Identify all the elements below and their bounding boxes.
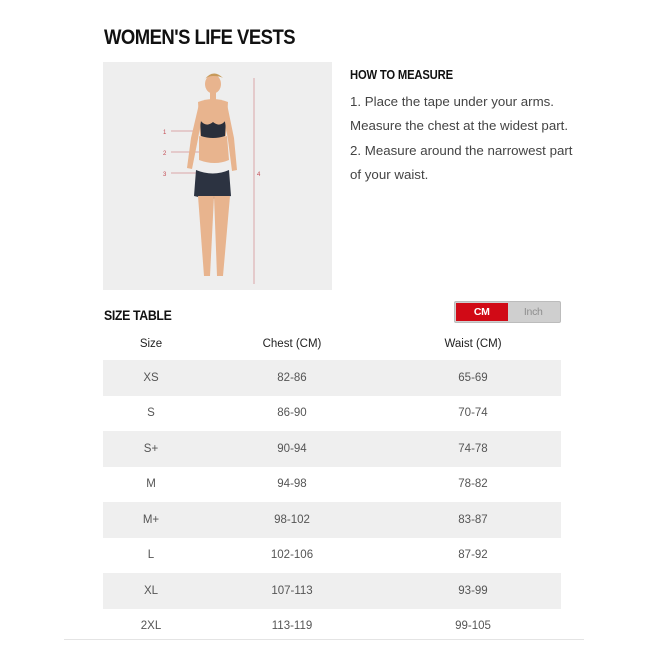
cell-waist: 83-87 — [458, 513, 488, 526]
page-title: WOMEN'S LIFE VESTS — [104, 26, 296, 49]
unit-option-inch[interactable]: Inch — [523, 306, 543, 318]
size-table — [103, 328, 561, 644]
cell-size: XL — [143, 584, 159, 597]
cell-waist: 74-78 — [458, 442, 488, 455]
table-row — [103, 502, 561, 538]
model-photo — [103, 62, 332, 290]
header-waist: Waist (CM) — [444, 338, 502, 350]
table-row — [103, 538, 561, 574]
cell-size: M — [146, 478, 156, 491]
cell-chest: 82-86 — [277, 371, 307, 384]
cell-chest: 86-90 — [277, 407, 307, 420]
table-row — [103, 467, 561, 503]
cell-chest: 90-94 — [277, 442, 307, 455]
how-to-measure-heading: HOW TO MEASURE — [350, 68, 453, 82]
cell-size: L — [147, 549, 155, 562]
bottom-divider — [64, 639, 584, 640]
cell-size: S — [147, 407, 155, 420]
cell-waist: 93-99 — [458, 584, 488, 597]
table-row — [103, 431, 561, 467]
header-chest: Chest (CM) — [262, 338, 322, 350]
marker-3: 3 — [163, 172, 167, 178]
marker-2: 2 — [163, 151, 167, 157]
cell-waist: 65-69 — [458, 371, 488, 384]
cell-chest: 113-119 — [271, 620, 313, 633]
unit-toggle[interactable] — [454, 301, 561, 323]
cell-waist: 78-82 — [458, 478, 488, 491]
table-row — [103, 573, 561, 609]
marker-1: 1 — [163, 130, 167, 136]
header-size: Size — [139, 338, 163, 350]
measure-step-2: 2. Measure around the narrowest part of your waist. — [350, 142, 573, 182]
cell-size: S+ — [143, 442, 159, 455]
how-to-measure — [350, 68, 580, 187]
unit-option-cm[interactable]: CM — [456, 303, 508, 321]
table-header-row — [103, 328, 561, 360]
cell-chest: 102-106 — [270, 549, 314, 562]
size-table-title: SIZE TABLE — [104, 307, 172, 323]
cell-chest: 98-102 — [274, 513, 310, 526]
table-row — [103, 360, 561, 396]
table-row — [103, 396, 561, 432]
cell-waist: 99-105 — [455, 620, 491, 633]
measure-step-1: 1. Place the tape under your arms. Measure the chest at the widest part. — [350, 94, 569, 134]
cell-waist: 87-92 — [458, 549, 488, 562]
cell-size: 2XL — [140, 620, 162, 633]
cell-waist: 70-74 — [458, 407, 488, 420]
cell-size: XS — [143, 371, 159, 384]
cell-chest: 94-98 — [277, 478, 307, 491]
cell-size: M+ — [142, 513, 160, 526]
marker-4: 4 — [257, 172, 261, 178]
cell-chest: 107-113 — [271, 584, 313, 597]
model-illustration — [103, 62, 332, 290]
